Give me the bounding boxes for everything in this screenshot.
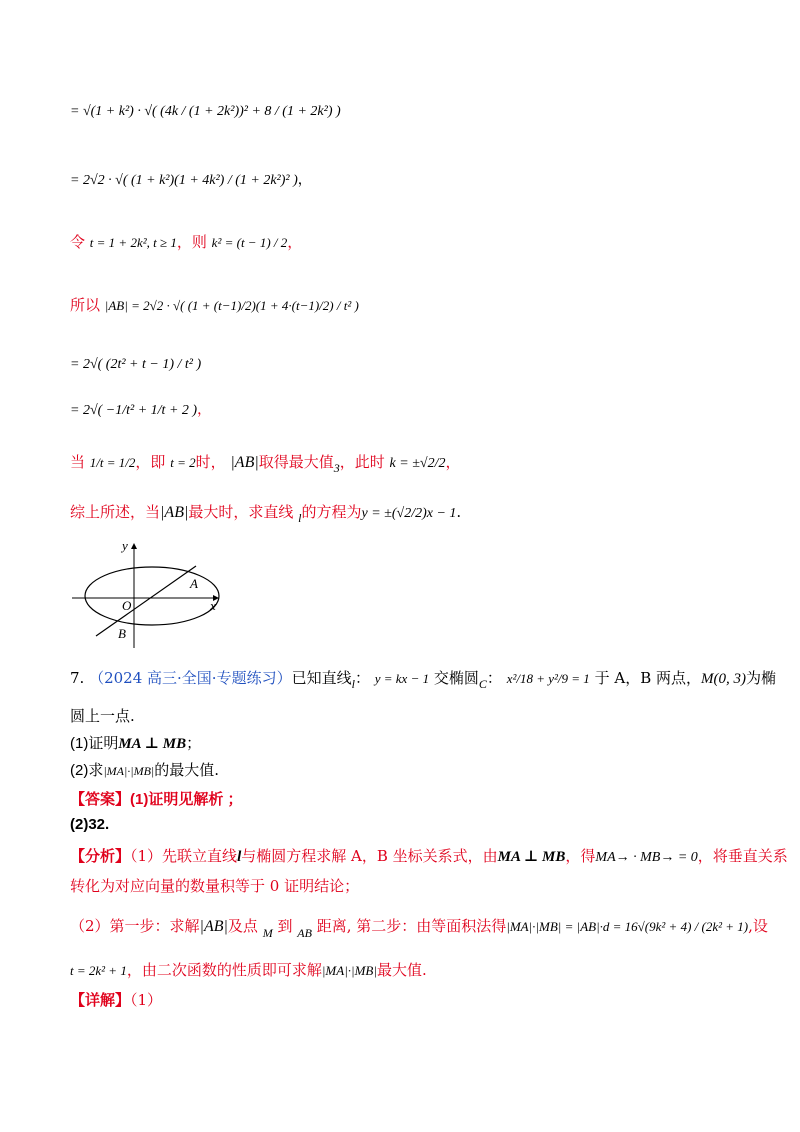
analysis-u-t: t = 2k² + 1 xyxy=(70,963,127,978)
sub-end: ， xyxy=(287,233,303,251)
ab-line-3 xyxy=(70,400,211,421)
problem-colon: ： xyxy=(354,669,370,687)
ab-line-2: = 2√( (2t² + t − 1) / t² ) xyxy=(70,357,202,372)
detail-t1: （1） xyxy=(130,991,163,1009)
analysis-s-ab2: AB xyxy=(297,926,312,940)
ab-line-3-comma: ， xyxy=(197,402,212,418)
analysis-s-ab: |AB| xyxy=(199,918,228,935)
when-p1: 当 xyxy=(70,453,86,471)
analysis-l: l xyxy=(237,849,242,865)
x-label: x xyxy=(210,598,216,613)
answer-label: 【答案】 xyxy=(70,791,131,808)
point-a-label: A xyxy=(190,576,198,591)
sub-k2: k² = (t − 1) / 2 xyxy=(211,235,288,250)
problem-t3: 于 A，B 两点， xyxy=(594,669,701,687)
answer-1: (1)证明见解析 ； xyxy=(130,791,243,808)
when-e4: 3 xyxy=(333,461,340,475)
line-l xyxy=(96,566,196,636)
math-line-1: = √(1 + k²) · √( (4k / (1 + 2k²))² + 8 / (1 + 2k²) ) xyxy=(70,104,341,119)
when-p3: 时， xyxy=(195,453,226,471)
when-e2: t = 2 xyxy=(170,455,196,470)
analysis-line-1 xyxy=(70,846,788,868)
part-1-expr: MA ⊥ MB xyxy=(118,736,187,752)
part-2-expr: |MA|·|MB| xyxy=(103,764,155,778)
analysis-u-expr: |MA|·|MB| xyxy=(321,963,377,978)
part-2-label: (2)求 xyxy=(70,762,104,779)
when-e5: k = ±√2/2 xyxy=(389,456,446,471)
problem-m: M(0, 3) xyxy=(701,671,746,687)
analysis-t4: ，将垂直关系 xyxy=(697,847,788,865)
summary-e2: l xyxy=(298,511,302,525)
when-e1: 1/t = 1/2 xyxy=(89,455,136,470)
ellipse-figure xyxy=(70,540,230,650)
analysis-s4: 距离, 第二步：由等面积法得 xyxy=(316,917,507,935)
summary-p2: 最大时，求直线 xyxy=(188,503,294,521)
problem-7-line-2: 圆上一点. xyxy=(70,707,135,725)
problem-ellipse-eq: x²/18 + y²/9 = 1 xyxy=(506,671,590,686)
analysis-t3: ，得 xyxy=(565,847,596,865)
problem-number: 7. xyxy=(70,669,85,687)
ab-line-1 xyxy=(70,295,359,316)
problem-t2: 交椭圆 xyxy=(433,669,479,687)
analysis-s3: 到 xyxy=(277,917,293,935)
math-line-2-expr: = 2√2 · √( (1 + k²)(1 + 4k²) / (1 + 2k²)² ) xyxy=(70,173,298,188)
detail-label: 【详解】 xyxy=(70,991,131,1009)
analysis-line-4 xyxy=(70,960,427,981)
analysis-t2: 与椭圆方程求解 A，B 坐标关系式，由 xyxy=(241,847,498,865)
analysis-perp: MA ⊥ MB xyxy=(497,849,566,865)
when-p2: ，即 xyxy=(135,453,166,471)
problem-t4: 为椭 xyxy=(746,669,777,687)
when-e3: |AB| xyxy=(230,454,259,471)
problem-l: l xyxy=(351,677,355,691)
ellipse-curve xyxy=(85,567,219,625)
y-label: y xyxy=(122,540,128,553)
part-2-end: 的最大值. xyxy=(154,761,219,779)
math-line-2 xyxy=(70,170,312,191)
summary-e1: |AB| xyxy=(160,504,189,521)
point-b-label: B xyxy=(118,626,126,641)
analysis-s-eq: |MA|·|MB| = |AB|·d = 16√(9k² + 4) / (2k² + 1) xyxy=(506,919,749,934)
when-p5: ，此时 xyxy=(339,453,385,471)
ab-line-3-expr: = 2√( −1/t² + 1/t + 2 ) xyxy=(70,403,198,418)
analysis-dot: MA→ · MB→ = 0 xyxy=(595,850,698,865)
summary-line xyxy=(70,502,461,524)
analysis-label: 【分析】 xyxy=(70,847,131,865)
sub-expr: t = 1 + 2k², t ≥ 1 xyxy=(89,235,177,250)
ab-prefix: 所以 xyxy=(70,296,101,314)
summary-p3: 的方程为 xyxy=(301,503,362,521)
analysis-u2: 最大值. xyxy=(376,961,427,979)
part-1 xyxy=(70,733,201,754)
problem-7-line-1 xyxy=(70,668,776,689)
when-p6: ， xyxy=(445,453,461,471)
math-line-2-comma: ， xyxy=(297,172,312,188)
problem-t1: 已知直线 xyxy=(291,669,352,687)
analysis-s5: ,设 xyxy=(748,917,768,935)
answer-2: (2)32. xyxy=(70,816,110,833)
analysis-u1: ，由二次函数的性质即可求解 xyxy=(126,961,322,979)
part-1-label: (1)证明 xyxy=(70,735,119,752)
analysis-line-3 xyxy=(70,916,768,940)
problem-line-eq: y = kx − 1 xyxy=(374,671,430,686)
summary-p4: . xyxy=(456,503,462,521)
detail-line xyxy=(70,990,162,1010)
when-p4: 取得最大值 xyxy=(258,453,334,471)
summary-e3: y = ±(√2/2)x − 1 xyxy=(361,506,457,521)
problem-colon2: ： xyxy=(486,669,502,687)
analysis-t1: （1）先联立直线 xyxy=(130,847,238,865)
when-line xyxy=(70,452,460,474)
problem-source: （2024 高三·全国·专题练习） xyxy=(89,669,292,687)
part-2 xyxy=(70,760,219,781)
analysis-s-m: M xyxy=(262,926,273,940)
analysis-s2: 及点 xyxy=(227,917,258,935)
analysis-line-2: 转化为对应向量的数量积等于 0 证明结论； xyxy=(70,877,360,895)
origin-label: O xyxy=(122,598,132,613)
sub-mid: ，则 xyxy=(176,233,207,251)
summary-p1: 综上所述，当 xyxy=(70,503,161,521)
problem-c: C xyxy=(478,677,487,691)
answer-line xyxy=(70,790,243,810)
part-1-end: ； xyxy=(186,734,202,752)
sub-prefix: 令 xyxy=(70,233,86,251)
ab-expr: |AB| = 2√2 · √( (1 + (t−1)/2)(1 + 4·(t−1)/2) / t² ) xyxy=(104,298,359,313)
substitution-line xyxy=(70,232,302,253)
analysis-s1: （2）第一步：求解 xyxy=(70,917,200,935)
